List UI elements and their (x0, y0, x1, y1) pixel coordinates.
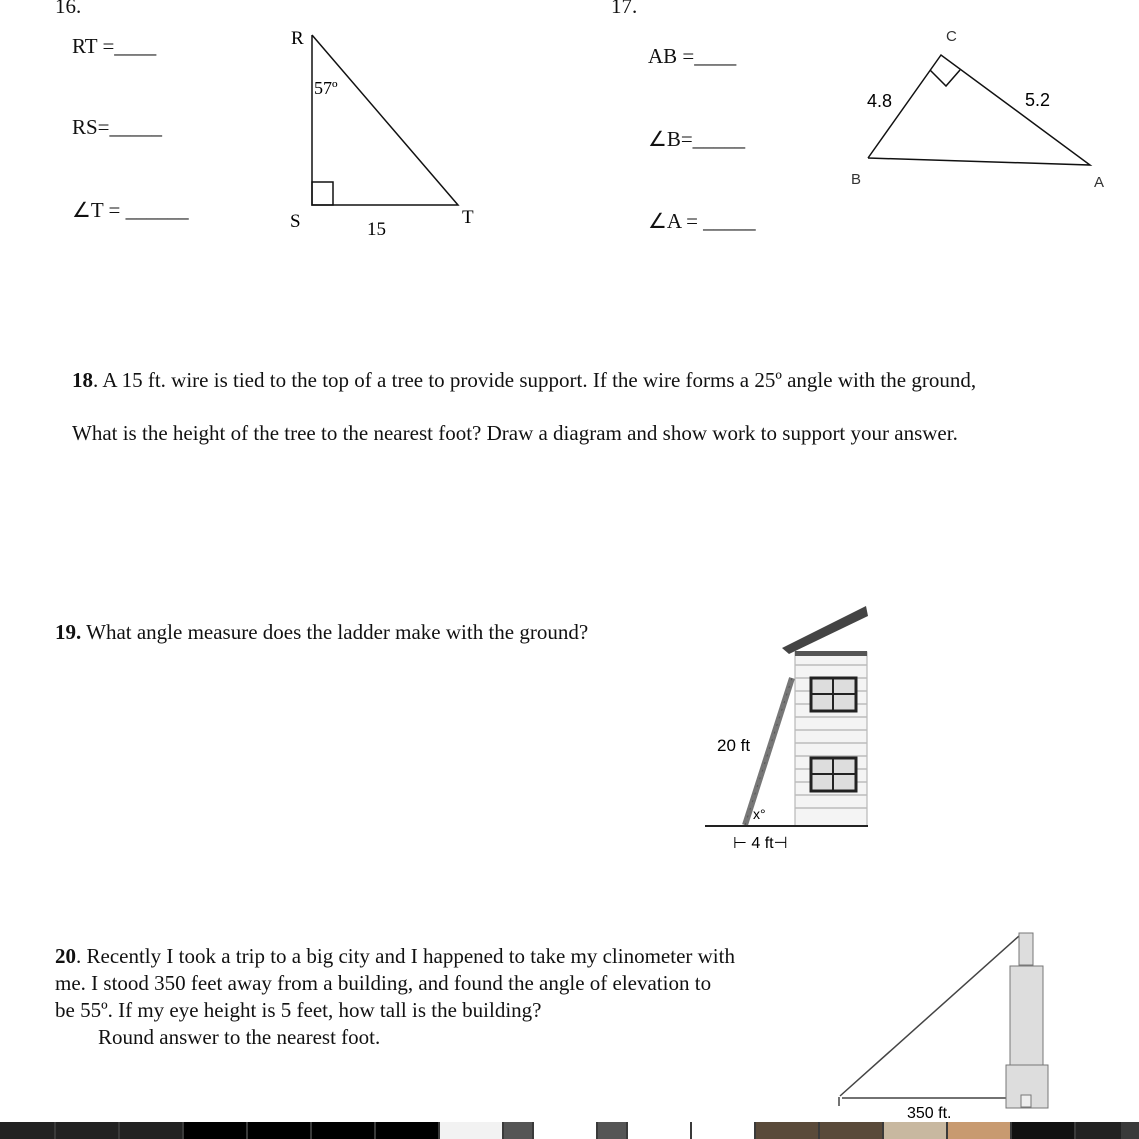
problem-20-text: . Recently I took a trip to a big city and I happened to take my clinometer with (76, 944, 735, 968)
taskbar-thumbnail[interactable] (884, 1122, 946, 1139)
taskbar-thumbnail[interactable] (0, 1122, 54, 1139)
problem-19-question (55, 622, 588, 643)
taskbar-thumbnail[interactable] (248, 1122, 310, 1139)
vertex-b: B (851, 171, 862, 188)
problem-19-text: What angle measure does the ladder make with the ground? (81, 620, 589, 644)
taskbar-thumbnail[interactable] (120, 1122, 182, 1139)
vertex-t: T (462, 207, 474, 228)
side-st-label: 15 (367, 219, 386, 240)
problem-18-text: . A 15 ft. wire is tied to the top of a tree to provide support. If the wire forms a 25º angle with the ground, (93, 368, 977, 392)
distance-label: 350 ft. (907, 1105, 952, 1122)
triangle-abc (868, 55, 1090, 165)
ladder-base-label: ⊢ 4 ft⊣ (733, 835, 788, 852)
rs-prompt: RS=_____ (72, 115, 163, 139)
taskbar (0, 1122, 1139, 1139)
problem-16-number: 16. (55, 0, 82, 18)
problem-20-line-1 (55, 946, 735, 967)
angle-b-prompt: ∠B=_____ (648, 127, 746, 151)
taskbar-thumbnail[interactable] (692, 1122, 754, 1139)
side-bc-label: 4.8 (867, 91, 893, 111)
ladder-length-label: 20 ft (717, 736, 751, 755)
vertex-c: C (946, 28, 957, 45)
ladder-angle-label: x° (753, 806, 766, 822)
problem-19-number: 19. (55, 620, 82, 644)
house-ladder-figure (705, 606, 868, 826)
taskbar-thumbnail[interactable] (184, 1122, 246, 1139)
building-figure (839, 933, 1048, 1108)
angle-a-prompt: ∠A = _____ (648, 209, 756, 233)
vertex-a: A (1094, 174, 1105, 191)
problem-18-line-1 (72, 370, 976, 391)
problem-20-number: 20 (55, 944, 76, 968)
problem-20-line-2: me. I stood 350 feet away from a building, and found the angle of elevation to (55, 971, 712, 995)
problem-20-line-4: Round answer to the nearest foot. (98, 1025, 381, 1049)
ab-prompt: AB =____ (648, 44, 737, 68)
taskbar-thumbnail[interactable] (534, 1122, 596, 1139)
taskbar-thumbnail[interactable] (312, 1122, 374, 1139)
taskbar-thumbnail[interactable] (948, 1122, 1010, 1139)
taskbar-thumbnail[interactable] (820, 1122, 882, 1139)
rt-prompt: RT =____ (72, 34, 157, 58)
vertex-s: S (290, 211, 301, 232)
taskbar-thumbnail[interactable] (628, 1122, 690, 1139)
side-ca-label: 5.2 (1025, 90, 1051, 110)
taskbar-thumbnail[interactable] (1076, 1122, 1121, 1139)
taskbar-thumbnail[interactable] (376, 1122, 438, 1139)
triangle-rst (312, 35, 458, 205)
taskbar-thumbnail[interactable] (598, 1122, 626, 1139)
vertex-r: R (291, 28, 304, 49)
angle-t-prompt: ∠T = ______ (72, 198, 189, 222)
taskbar-thumbnail[interactable] (1012, 1122, 1074, 1139)
angle-r-label: 57º (314, 78, 338, 98)
problem-18-number: 18 (72, 368, 93, 392)
taskbar-thumbnail[interactable] (504, 1122, 532, 1139)
problem-17-number: 17. (611, 0, 638, 18)
problem-18-line-2: What is the height of the tree to the nearest foot? Draw a diagram and show work to support your answer. (72, 421, 958, 445)
taskbar-thumbnail[interactable] (756, 1122, 818, 1139)
taskbar-thumbnail[interactable] (440, 1122, 502, 1139)
problem-20-line-3: be 55º. If my eye height is 5 feet, how tall is the building? (55, 998, 542, 1022)
taskbar-thumbnail[interactable] (56, 1122, 118, 1139)
